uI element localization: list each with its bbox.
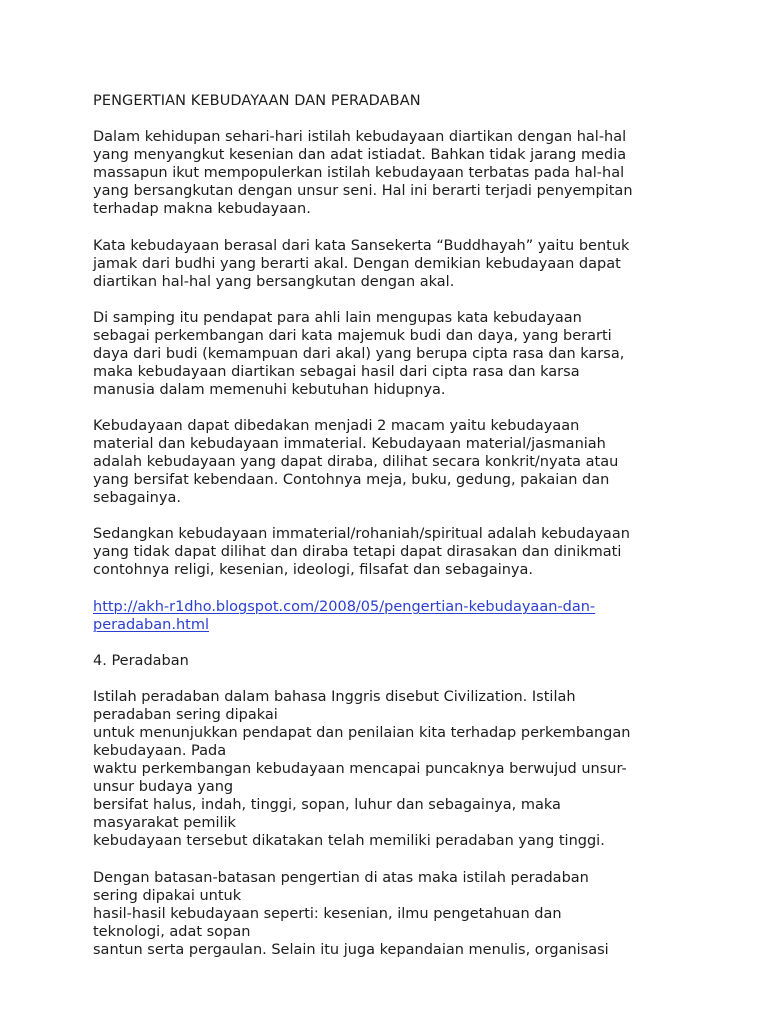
text-line: adalah kebudayaan yang dapat diraba, dilihat secara konkrit/nyata atau — [93, 454, 619, 471]
text-line: teknologi, adat sopan — [93, 923, 251, 940]
text-line: Sedangkan kebudayaan immaterial/rohaniah/spiritual adalah kebudayaan — [93, 526, 630, 543]
paragraph-civilization-definition — [93, 688, 753, 850]
title-line: PENGERTIAN KEBUDAYAAN DAN PERADABAN — [93, 93, 421, 109]
text-line: Di samping itu pendapat para ahli lain mengupas kata kebudayaan — [93, 309, 582, 326]
paragraph-material-culture — [93, 417, 753, 507]
text-line: santun serta pergaulan. Selain itu juga kepandaian menulis, organisasi — [93, 941, 609, 958]
text-line: waktu perkembangan kebudayaan mencapai puncaknya berwujud unsur- — [93, 761, 627, 778]
section-heading-line: 4. Peradaban — [93, 653, 189, 670]
paragraph-civilization-scope — [93, 869, 753, 959]
text-line: Kata kebudayaan berasal dari kata Sansekerta “Buddhayah” yaitu bentuk — [93, 237, 630, 254]
text-line: peradaban sering dipakai — [93, 707, 278, 724]
text-line: sebagai perkembangan dari kata majemuk budi dan daya, yang berarti — [93, 327, 612, 344]
document-title — [93, 92, 753, 110]
text-line: masyarakat pemilik — [93, 815, 236, 832]
text-line: Kebudayaan dapat dibedakan menjadi 2 macam yaitu kebudayaan — [93, 418, 580, 435]
text-line: yang bersangkutan dengan unsur seni. Hal ini berarti terjadi penyempitan — [93, 183, 633, 200]
text-line: maka kebudayaan diartikan sebagai hasil dari cipta rasa dan karsa — [93, 363, 580, 380]
document-page — [93, 92, 753, 977]
text-line: kebudayaan. Pada — [93, 743, 227, 760]
text-line: massapun ikut mempopulerkan istilah kebudayaan terbatas pada hal-hal — [93, 165, 625, 182]
paragraph-expert-opinion — [93, 309, 753, 399]
text-line: kebudayaan tersebut dikatakan telah memiliki peradaban yang tinggi. — [93, 833, 605, 850]
text-line: untuk menunjukkan pendapat dan penilaian kita terhadap perkembangan — [93, 725, 631, 742]
text-line: manusia dalam memenuhi kebutuhan hidupnya. — [93, 381, 446, 398]
text-line: yang menyangkut kesenian dan adat istiadat. Bahkan tidak jarang media — [93, 147, 627, 164]
text-line: sering dipakai untuk — [93, 887, 242, 904]
section-heading — [93, 652, 753, 670]
text-line: daya dari budi (kemampuan dari akal) yang berupa cipta rasa dan karsa, — [93, 345, 625, 362]
text-line: jamak dari budhi yang berarti akal. Dengan demikian kebudayaan dapat — [93, 255, 621, 272]
text-line: hasil-hasil kebudayaan seperti: kesenian, ilmu pengetahuan dan — [93, 905, 562, 922]
paragraph-immaterial-culture — [93, 525, 753, 579]
paragraph-cultural-meaning — [93, 128, 753, 218]
text-line: yang bersifat kebendaan. Contohnya meja, buku, gedung, pakaian dan — [93, 472, 610, 489]
paragraph-etymology — [93, 237, 753, 291]
text-line: bersifat halus, indah, tinggi, sopan, luhur dan sebagainya, maka — [93, 797, 561, 814]
text-line: diartikan hal-hal yang bersangkutan dengan akal. — [93, 273, 455, 290]
text-line: Istilah peradaban dalam bahasa Inggris disebut Civilization. Istilah — [93, 689, 576, 706]
text-line: contohnya religi, kesenian, ideologi, filsafat dan sebagainya. — [93, 562, 534, 579]
text-line: material dan kebudayaan immaterial. Kebudayaan material/jasmaniah — [93, 436, 606, 453]
text-line: terhadap makna kebudayaan. — [93, 201, 311, 218]
source-link[interactable] — [93, 598, 753, 634]
source-link-line[interactable]: peradaban.html — [93, 616, 209, 633]
source-link-line[interactable]: http://akh-r1dho.blogspot.com/2008/05/pengertian-kebudayaan-dan- — [93, 598, 596, 615]
text-line: Dalam kehidupan sehari-hari istilah kebudayaan diartikan dengan hal-hal — [93, 129, 627, 146]
text-line: Dengan batasan-batasan pengertian di atas maka istilah peradaban — [93, 869, 589, 886]
text-line: unsur budaya yang — [93, 779, 234, 796]
text-line: sebagainya. — [93, 490, 181, 507]
text-line: yang tidak dapat dilihat dan diraba tetapi dapat dirasakan dan dinikmati — [93, 544, 622, 561]
